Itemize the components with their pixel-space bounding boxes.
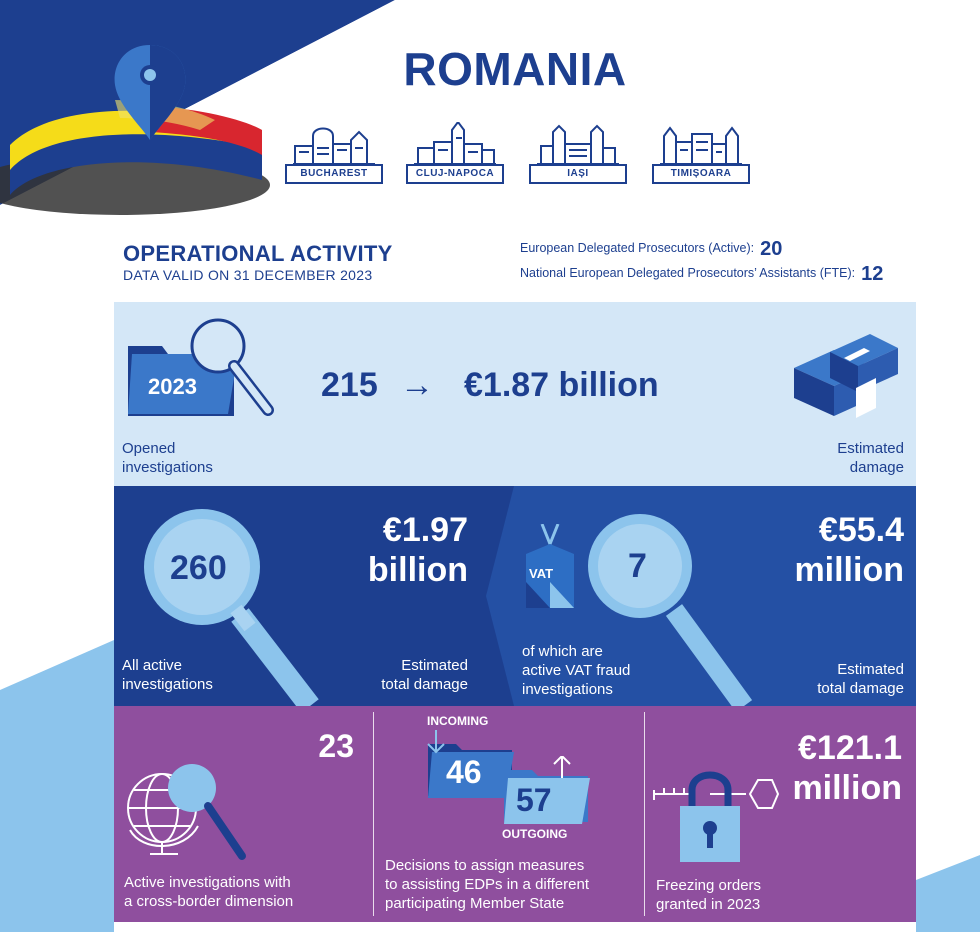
city-label: BUCHAREST [285, 164, 383, 184]
active-damage [330, 510, 468, 590]
arrow-icon: → [400, 366, 434, 404]
city-label: IAȘI [529, 164, 627, 184]
estimated-damage-label [780, 439, 904, 477]
city-bucharest [285, 122, 383, 184]
cross-border-label-line: a cross-border dimension [124, 893, 294, 910]
active-damage-line: €1.97 [382, 511, 468, 549]
panel-divider [644, 712, 645, 916]
city-timisoara [652, 122, 750, 184]
active-damage-label-line: Estimated [401, 657, 468, 674]
freezing-amount-line: €121.1 [798, 729, 902, 767]
city-iasi [529, 122, 627, 184]
decisions-label-line: to assisting EDPs in a different [385, 876, 589, 893]
freezing-label [656, 876, 761, 914]
opened-damage: €1.87 billion [464, 366, 659, 404]
timisoara-skyline-icon [658, 122, 744, 164]
vat-damage-line: €55.4 [818, 511, 904, 549]
vat-count: 7 [628, 547, 647, 585]
decisions-label-line: Decisions to assign measures [385, 857, 585, 874]
city-label: CLUJ-NAPOCA [406, 164, 504, 184]
opened-label-line: Opened [122, 440, 176, 457]
cross-border-count: 23 [318, 728, 354, 764]
damage-label-line: damage [849, 459, 904, 476]
outgoing-value: 57 [516, 782, 552, 818]
active-count: 260 [170, 549, 227, 587]
vat-damage-label-line: Estimated [837, 661, 904, 678]
opened-count: 215 [321, 366, 378, 404]
vat-damage-line: million [794, 551, 904, 589]
money-stack-icon [790, 328, 902, 426]
cross-border-label [124, 873, 293, 911]
bucharest-skyline-icon [291, 122, 377, 164]
edp-value: 20 [760, 238, 783, 260]
data-validity-date: DATA VALID ON 31 DECEMBER 2023 [123, 267, 373, 283]
opened-label [122, 439, 213, 477]
active-damage-label-line: total damage [381, 676, 468, 693]
vat-damage [760, 510, 904, 590]
edp-count [520, 238, 782, 261]
opened-label-line: investigations [122, 459, 213, 476]
edp-label: European Delegated Prosecutors (Active): [520, 241, 755, 255]
damage-label-line: Estimated [837, 440, 904, 457]
assistant-label: National European Delegated Prosecutors’ Assistants (FTE): [520, 266, 856, 280]
decisions-label-line: participating Member State [385, 895, 565, 912]
active-damage-label [330, 656, 468, 694]
city-label: TIMIȘOARA [652, 164, 750, 184]
vat-label-line: active VAT fraud [522, 662, 631, 679]
vat-damage-label [760, 660, 904, 698]
decisions-label [385, 856, 589, 913]
active-damage-line: billion [367, 551, 468, 589]
vat-label-line: of which are [522, 643, 603, 660]
city-cluj-napoca [406, 122, 504, 184]
freezing-label-line: granted in 2023 [656, 896, 761, 913]
active-label [122, 656, 213, 694]
incoming-value: 46 [446, 754, 482, 790]
assistant-count [520, 263, 883, 286]
panel-divider [373, 712, 374, 916]
freezing-amount [760, 728, 902, 808]
outgoing-label: OUTGOING [502, 827, 568, 841]
assistant-value: 12 [861, 263, 884, 285]
active-label-line: All active [122, 657, 183, 674]
vat-tag-label: VAT [529, 566, 554, 581]
freezing-amount-line: million [792, 769, 902, 807]
cluj-napoca-skyline-icon [412, 122, 498, 164]
vat-label [522, 642, 630, 699]
section-heading: OPERATIONAL ACTIVITY [123, 241, 393, 266]
folder-magnifier-icon [122, 318, 282, 418]
page-title: ROMANIA [403, 43, 627, 95]
active-label-line: investigations [122, 676, 213, 693]
vat-damage-label-line: total damage [817, 680, 904, 697]
vat-label-line: investigations [522, 681, 613, 698]
opened-year-badge: 2023 [148, 374, 197, 399]
freezing-label-line: Freezing orders [656, 877, 762, 894]
iasi-skyline-icon [535, 122, 621, 164]
incoming-label: INCOMING [427, 714, 489, 728]
cross-border-label-line: Active investigations with [124, 874, 291, 891]
globe-magnifier-icon [122, 760, 252, 862]
